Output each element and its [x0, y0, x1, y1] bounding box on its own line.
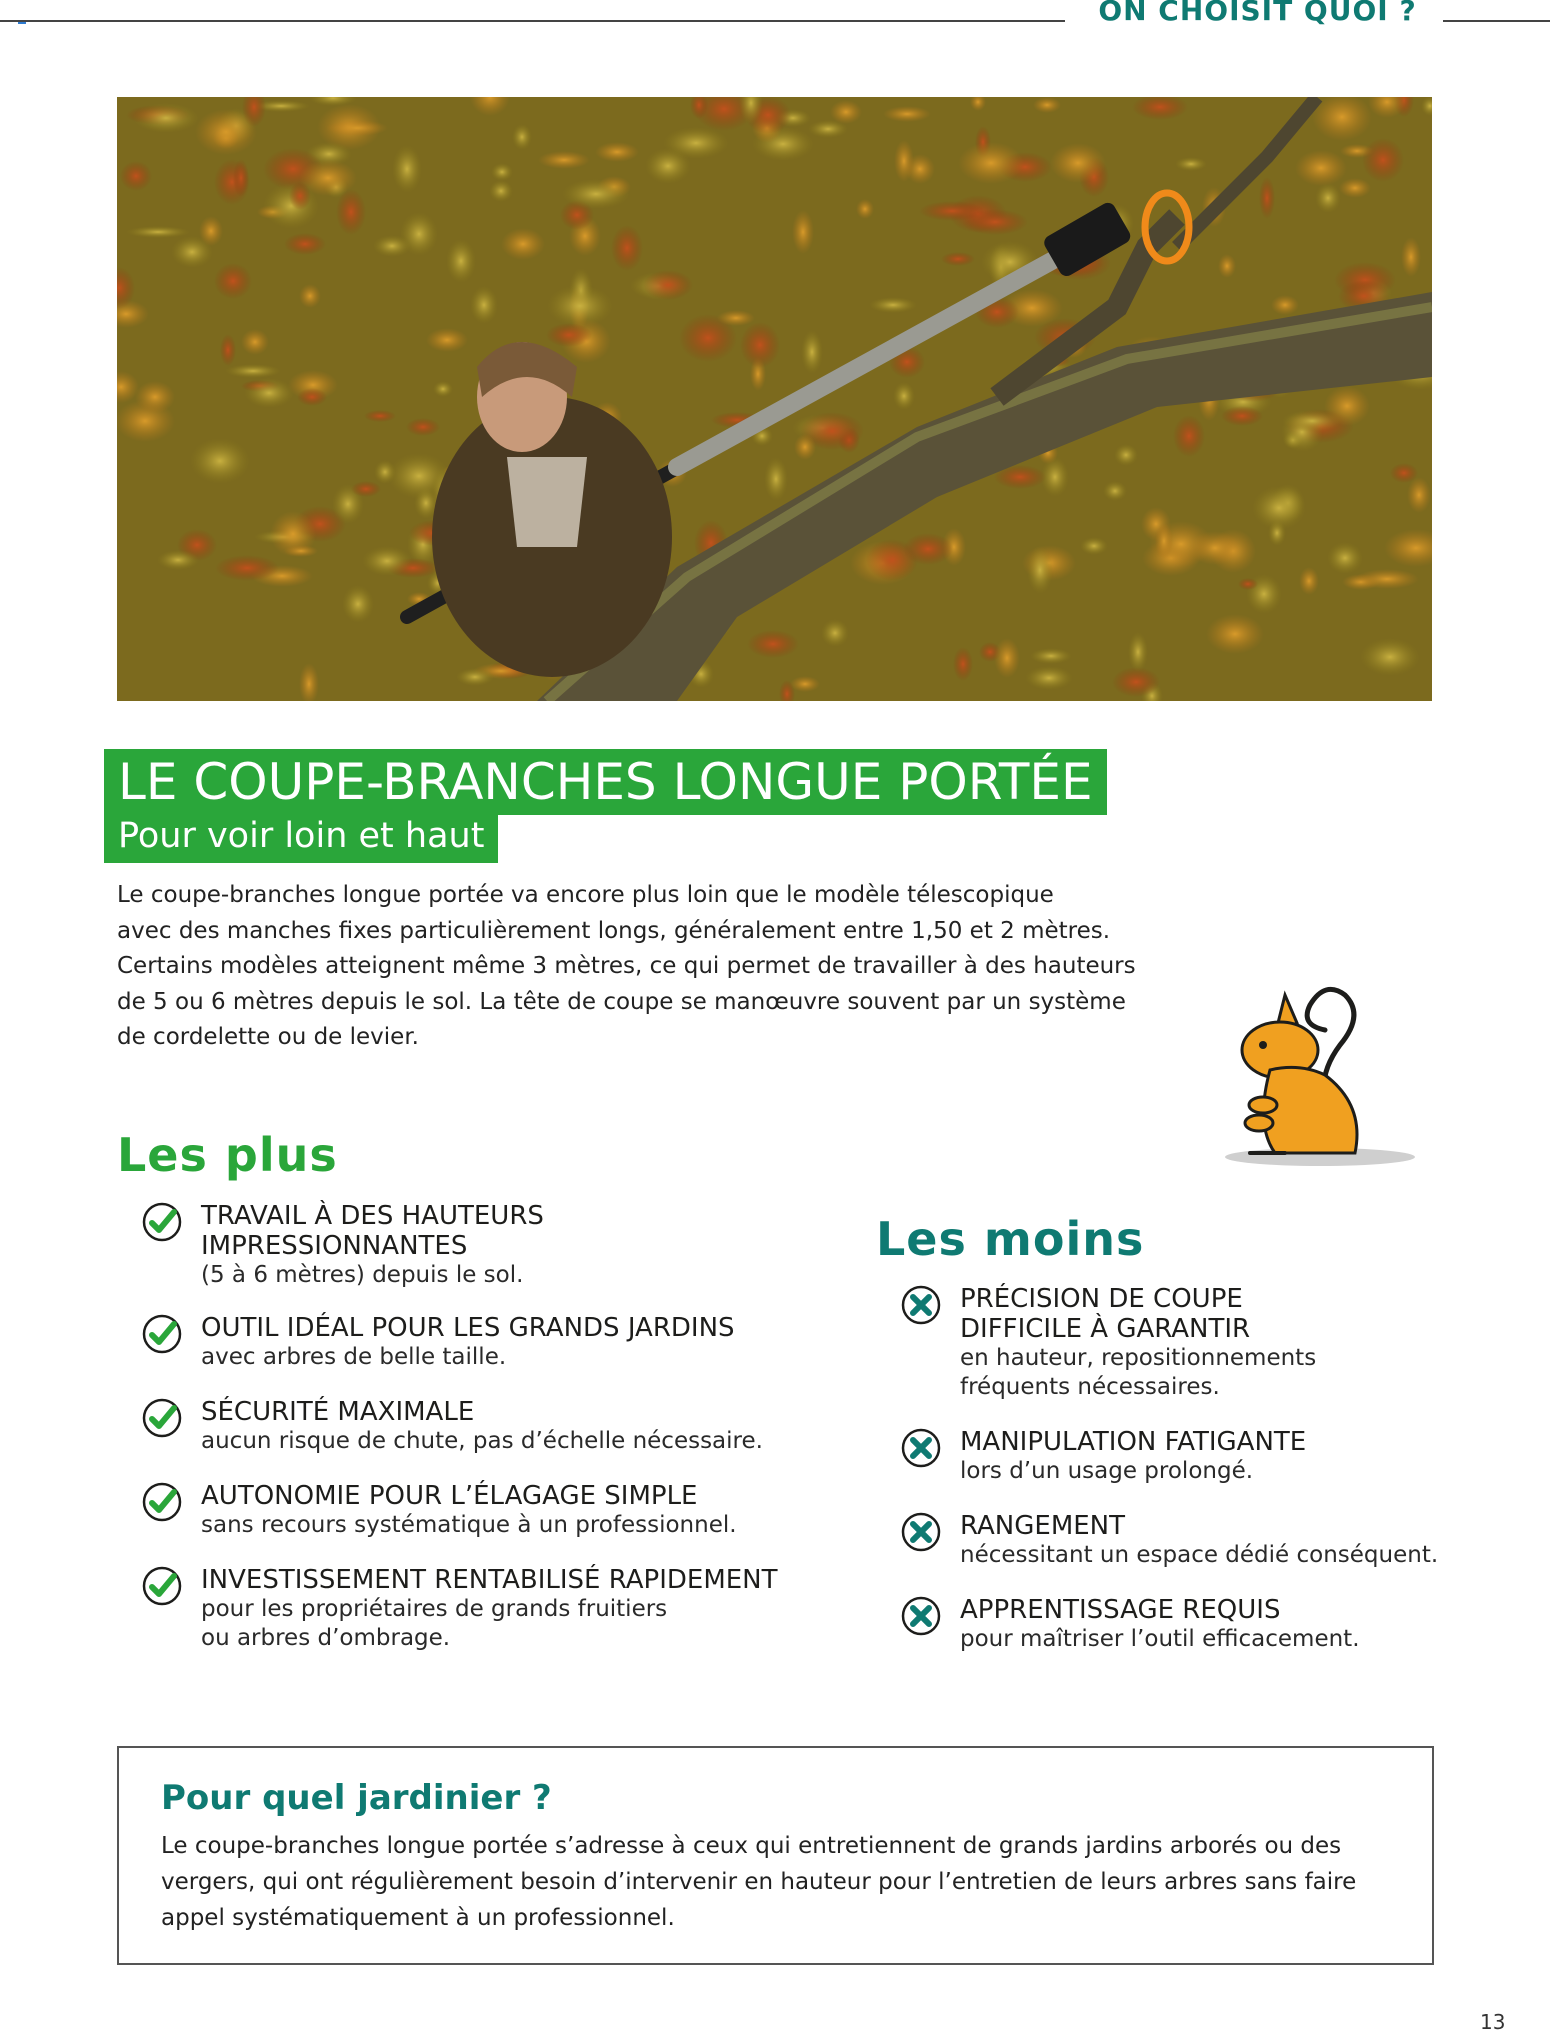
leaf-texture — [1401, 237, 1421, 277]
leaf-texture — [546, 323, 592, 347]
leaf-texture — [1390, 463, 1418, 483]
leaf-texture — [284, 233, 326, 255]
leaf-texture — [1155, 523, 1173, 559]
leaf-texture — [1271, 295, 1299, 315]
leaf-texture — [1025, 666, 1073, 690]
moins-item-desc: fréquents nécessaires. — [960, 1374, 1220, 1400]
leaf-texture — [351, 481, 381, 497]
moins-item-title: APPRENTISSAGE REQUIS — [960, 1595, 1281, 1625]
leaf-texture — [856, 199, 874, 219]
leaf-texture — [740, 322, 780, 368]
leaf-texture — [135, 381, 175, 413]
leaf-texture — [643, 270, 693, 300]
moins-heading: Les moins — [876, 1212, 1145, 1266]
leaf-texture — [289, 182, 311, 210]
leaf-texture — [830, 100, 862, 124]
leaf-texture — [611, 225, 643, 271]
leaf-texture — [538, 151, 590, 169]
leaf-texture — [1362, 138, 1404, 182]
leaf-texture — [326, 120, 388, 136]
leaf-texture — [190, 438, 250, 484]
leaf-texture — [433, 381, 453, 397]
leaf-texture — [747, 630, 799, 658]
page-subtitle: Pour voir loin et haut — [104, 813, 498, 863]
leaf-texture — [364, 410, 396, 422]
leaf-texture — [1221, 406, 1263, 426]
leaf-texture — [645, 148, 691, 184]
leaf-texture — [214, 263, 252, 299]
plus-item-desc: avec arbres de belle taille. — [201, 1344, 507, 1370]
leaf-texture — [1103, 481, 1127, 501]
leaf-texture — [595, 142, 639, 162]
leaf-texture — [1128, 632, 1148, 672]
intro-line: avec des manches fixes particulièrement longs, généralement entre 1,50 et 2 mètres. — [117, 917, 1111, 944]
plus-item-desc: sans recours systématique à un professionnel. — [201, 1512, 737, 1538]
gardener-box — [117, 1746, 1434, 1965]
intro-line: de 5 ou 6 mètres depuis le sol. La tête de coupe se manœuvre souvent par un système — [117, 988, 1126, 1015]
leaf-texture — [1324, 386, 1370, 426]
hero-photo-illustration — [117, 97, 1432, 701]
leaf-texture — [808, 120, 848, 138]
leaf-texture — [157, 550, 199, 570]
leaf-texture — [1030, 648, 1072, 664]
leaf-texture — [215, 555, 279, 581]
moins-item-desc: lors d’un usage prolongé. — [960, 1458, 1254, 1484]
leaf-texture — [1295, 150, 1347, 186]
leaf-texture — [342, 585, 374, 623]
leaf-texture — [1206, 614, 1264, 654]
x-circle-icon — [900, 1427, 942, 1469]
leaf-texture — [1050, 143, 1106, 183]
plus-item-title: OUTIL IDÉAL POUR LES GRANDS JARDINS — [201, 1313, 735, 1343]
leaf-texture — [893, 382, 915, 410]
leaf-texture — [241, 329, 269, 355]
header-marker — [18, 22, 26, 24]
plus-item-title: AUTONOMIE POUR L’ÉLAGAGE SIMPLE — [201, 1481, 698, 1511]
intro-line: Certains modèles atteignent même 3 mètres, ce qui permet de travailler à des hauteurs — [117, 953, 1136, 979]
leaf-texture — [374, 460, 396, 484]
leaf-texture — [562, 179, 630, 209]
check-circle-icon — [141, 1201, 183, 1243]
leaf-texture — [133, 103, 199, 133]
leaf-texture — [233, 159, 249, 197]
leaf-texture — [470, 286, 498, 324]
leaf-texture — [1238, 578, 1258, 590]
section-tag: ON CHOISIT QUOI ? — [1098, 0, 1417, 27]
plus-item-desc: ou arbres d’ombrage. — [201, 1625, 451, 1651]
leaf-texture — [1360, 638, 1420, 676]
leaf-texture — [1327, 542, 1363, 574]
leaf-texture — [512, 124, 532, 150]
moins-item-title: DIFFICILE À GARANTIR — [960, 1314, 1251, 1344]
leaf-texture — [1027, 546, 1053, 594]
leaf-texture — [962, 209, 1028, 235]
gardener-box-line: vergers, qui ont régulièrement besoin d’intervenir en hauteur pour l’entretien de leurs arbres sans faire — [161, 1869, 1357, 1895]
leaf-texture — [199, 216, 223, 246]
leaf-texture — [792, 210, 814, 254]
header-rule-left — [0, 20, 1065, 22]
leaf-texture — [1407, 477, 1431, 513]
leaf-texture — [426, 328, 468, 352]
leaf-texture — [1218, 254, 1236, 278]
gardener-box-text — [161, 1828, 1411, 1936]
leaf-texture — [883, 106, 931, 122]
leaf-texture — [501, 228, 545, 260]
check-circle-icon — [141, 1397, 183, 1439]
intro-paragraph — [117, 878, 1137, 1056]
check-circle-icon — [141, 1481, 183, 1523]
moins-item-desc: nécessitant un espace dédié conséquent. — [960, 1542, 1439, 1568]
plus-item-desc: pour les propriétaires de grands fruitiers — [201, 1596, 668, 1622]
leaf-texture — [1315, 183, 1341, 213]
leaf-texture — [362, 546, 412, 576]
leaf-texture — [1114, 444, 1138, 466]
leaf-texture — [801, 330, 823, 374]
moins-item-desc: pour maîtriser l’outil efficacement. — [960, 1626, 1360, 1652]
gardener-box-line: appel systématiquement à un professionnel. — [161, 1905, 675, 1931]
plus-item-title: TRAVAIL À DES HAUTEURS — [201, 1201, 544, 1231]
leaf-texture — [1339, 178, 1371, 198]
leaf-texture — [491, 163, 513, 181]
leaf-texture — [764, 457, 788, 501]
leaf-texture — [994, 638, 1020, 678]
leaf-texture — [336, 189, 366, 235]
moins-item-title: PRÉCISION DE COUPE — [960, 1284, 1243, 1314]
leaf-texture — [941, 252, 975, 266]
leaf-texture — [717, 310, 755, 326]
leaf-texture — [244, 378, 294, 408]
plus-item-desc: (5 à 6 mètres) depuis le sol. — [201, 1262, 524, 1288]
leaf-texture — [903, 533, 953, 565]
moins-item-title: RANGEMENT — [960, 1511, 1126, 1541]
page-number: 13 — [1480, 2010, 1506, 2034]
leaf-texture — [195, 109, 257, 155]
leaf-texture — [373, 235, 411, 257]
leaf-texture — [297, 388, 327, 406]
moins-item-title: MANIPULATION FATIGANTE — [960, 1427, 1307, 1457]
plus-item-title: SÉCURITÉ MAXIMALE — [201, 1397, 475, 1427]
title-block — [104, 749, 1107, 863]
leaf-texture — [1355, 569, 1419, 589]
plus-item-desc: aucun risque de chute, pas d’échelle nécessaire. — [201, 1428, 763, 1454]
moins-item-desc: en hauteur, repositionnements — [960, 1345, 1317, 1371]
gardener-box-line: Le coupe-branches longue portée s’adresse à ceux qui entretiennent de grands jardins arborés ou des — [161, 1833, 1342, 1859]
x-circle-icon — [900, 1595, 942, 1637]
leaf-texture — [790, 676, 820, 692]
intro-line: de cordelette ou de levier. — [117, 1024, 419, 1050]
leaf-texture — [489, 180, 513, 202]
hero-photo — [117, 97, 1432, 701]
x-circle-icon — [900, 1511, 942, 1553]
leaf-texture — [284, 545, 318, 557]
leaf-texture — [953, 647, 973, 681]
leaf-texture — [794, 434, 816, 460]
leaf-texture — [894, 140, 914, 182]
leaf-texture — [392, 145, 422, 193]
leaf-texture — [299, 284, 321, 308]
leaf-texture — [220, 334, 236, 366]
leaf-texture — [821, 619, 849, 647]
plus-heading: Les plus — [117, 1128, 338, 1182]
leaf-texture — [1259, 177, 1275, 219]
leaf-texture — [958, 142, 1024, 184]
page-title: LE COUPE-BRANCHES LONGUE PORTÉE — [104, 749, 1107, 815]
leaf-texture — [869, 297, 917, 313]
leaf-texture — [1173, 415, 1205, 457]
leaf-texture — [406, 418, 440, 436]
x-circle-icon — [900, 1284, 942, 1326]
leaf-texture — [1252, 486, 1306, 530]
leaf-texture — [120, 161, 152, 191]
leaf-texture — [446, 239, 476, 283]
leaf-texture — [1175, 157, 1207, 171]
check-circle-icon — [141, 1565, 183, 1607]
check-circle-icon — [141, 1313, 183, 1355]
leaf-texture — [1299, 567, 1319, 595]
gardener-box-title: Pour quel jardinier ? — [161, 1778, 552, 1818]
header-rule-right — [1443, 20, 1550, 22]
intro-line: Le coupe-branches longue portée va encore plus loin que le modèle télescopique — [117, 882, 1054, 908]
leaf-texture — [1080, 537, 1108, 555]
leaf-texture — [1033, 97, 1061, 113]
plus-item-title: INVESTISSEMENT RENTABILISÉ RAPIDEMENT — [201, 1565, 778, 1595]
leaf-texture — [456, 668, 494, 686]
squirrel-icon — [1215, 975, 1425, 1170]
leaf-texture — [126, 226, 190, 238]
plus-item-title: IMPRESSIONNANTES — [201, 1231, 468, 1261]
leaf-texture — [225, 364, 281, 378]
